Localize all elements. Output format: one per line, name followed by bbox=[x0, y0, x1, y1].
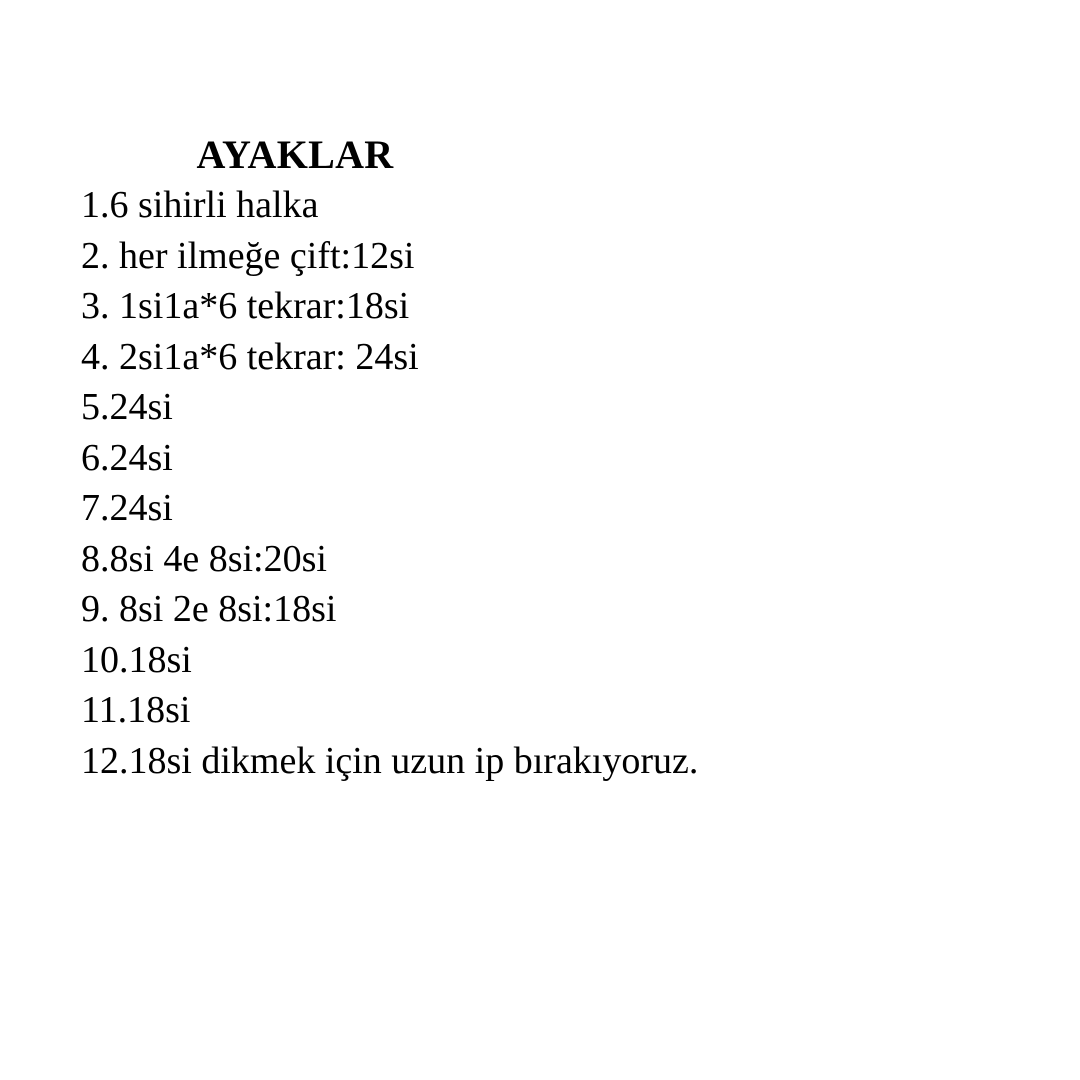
instruction-line-1: 1.6 sihirli halka bbox=[81, 184, 319, 226]
instruction-line-12: 12.18si dikmek için uzun ip bırakıyoruz. bbox=[81, 739, 699, 782]
instruction-line-3: 3. 1si1a*6 tekrar:18si bbox=[81, 285, 410, 327]
instruction-line-2: 2. her ilmeğe çift:12si bbox=[81, 234, 415, 277]
instruction-line-11: 11.18si bbox=[81, 689, 191, 731]
instruction-line-4: 4. 2si1a*6 tekrar: 24si bbox=[81, 335, 419, 378]
instruction-line-8: 8.8si 4e 8si:20si bbox=[81, 537, 327, 580]
instruction-line-7: 7.24si bbox=[81, 487, 173, 529]
instruction-line-10: 10.18si bbox=[81, 638, 192, 681]
instruction-line-6: 6.24si bbox=[81, 436, 173, 479]
instruction-line-5: 5.24si bbox=[81, 386, 173, 428]
document-title: AYAKLAR bbox=[196, 132, 394, 177]
instruction-line-9: 9. 8si 2e 8si:18si bbox=[81, 588, 337, 630]
instruction-list bbox=[81, 180, 698, 786]
